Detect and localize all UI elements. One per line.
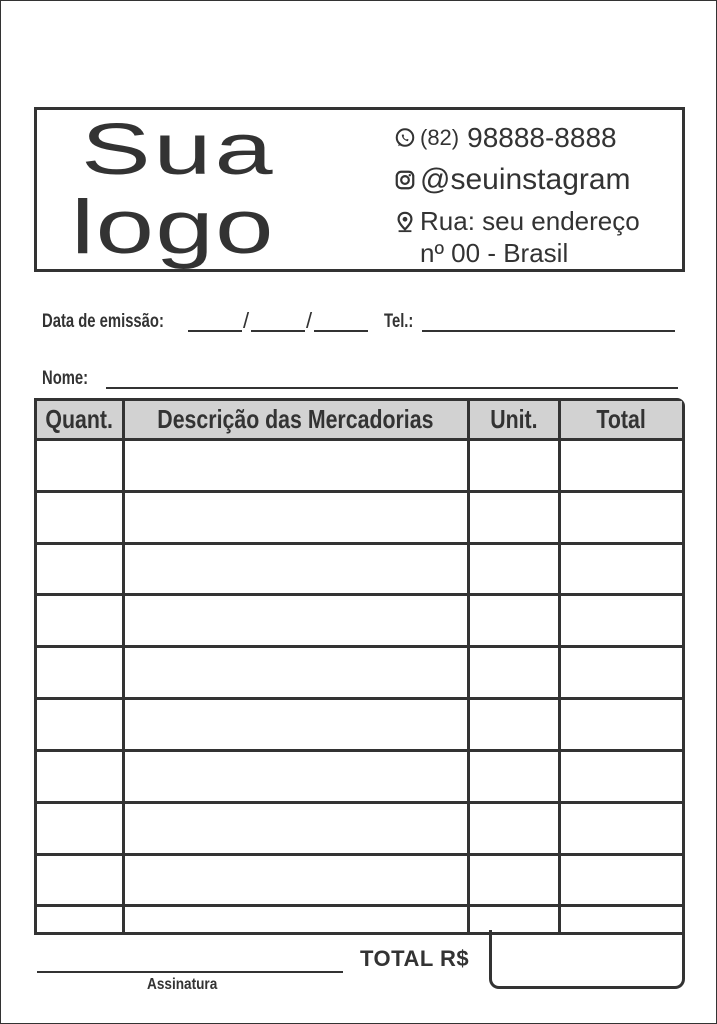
- contact-address: [394, 206, 640, 237]
- table-row: [37, 750, 682, 802]
- quantity-cell[interactable]: [37, 906, 123, 932]
- column-header-total: Total: [559, 401, 682, 440]
- quantity-cell[interactable]: [37, 595, 123, 647]
- total-cell[interactable]: [559, 647, 682, 699]
- tel-field[interactable]: [422, 330, 675, 332]
- unit-cell[interactable]: [468, 595, 559, 647]
- contact-instagram: [394, 163, 631, 197]
- unit-cell[interactable]: [468, 750, 559, 802]
- date-month-field[interactable]: [251, 330, 305, 332]
- tel-label: Tel.:: [384, 311, 414, 332]
- quantity-cell[interactable]: [37, 647, 123, 699]
- date-separator-2: /: [306, 308, 313, 333]
- instagram-icon: [394, 169, 416, 191]
- total-cell[interactable]: [559, 750, 682, 802]
- table-row: [37, 906, 682, 932]
- table-row: [37, 440, 682, 492]
- description-cell[interactable]: [123, 750, 468, 802]
- table-row: [37, 595, 682, 647]
- unit-cell[interactable]: [468, 802, 559, 854]
- table-row: [37, 647, 682, 699]
- logo-line-2: logo: [71, 185, 275, 270]
- table-header-row: [37, 401, 682, 440]
- description-cell[interactable]: [123, 699, 468, 751]
- date-separator-1: /: [243, 308, 250, 333]
- phone-number: 98888-8888: [467, 122, 617, 153]
- description-cell[interactable]: [123, 854, 468, 906]
- total-label: TOTAL R$: [360, 946, 470, 971]
- whatsapp-icon: [394, 127, 416, 149]
- logo-line-1: Sua: [81, 110, 276, 190]
- header-box: [34, 107, 685, 272]
- total-cell[interactable]: [559, 543, 682, 595]
- unit-cell[interactable]: [468, 699, 559, 751]
- table-row: [37, 802, 682, 854]
- signature-label: Assinatura: [147, 976, 218, 993]
- column-header-description: Descrição das Mercadorias: [123, 401, 468, 440]
- signature-line[interactable]: [37, 971, 343, 973]
- description-cell[interactable]: [123, 906, 468, 932]
- quantity-cell[interactable]: [37, 802, 123, 854]
- total-cell[interactable]: [559, 699, 682, 751]
- name-label: Nome:: [42, 368, 89, 389]
- table-row: [37, 854, 682, 906]
- contact-phone: [394, 122, 617, 154]
- quantity-cell[interactable]: [37, 699, 123, 751]
- total-cell[interactable]: [559, 491, 682, 543]
- quantity-cell[interactable]: [37, 854, 123, 906]
- location-pin-icon: [394, 211, 416, 233]
- quantity-cell[interactable]: [37, 750, 123, 802]
- unit-cell[interactable]: [468, 647, 559, 699]
- address-line-2: nº 00 - Brasil: [420, 238, 569, 268]
- unit-cell[interactable]: [468, 543, 559, 595]
- description-cell[interactable]: [123, 543, 468, 595]
- instagram-handle: @seuinstagram: [420, 163, 631, 196]
- total-cell[interactable]: [559, 802, 682, 854]
- date-day-field[interactable]: [188, 330, 242, 332]
- description-cell[interactable]: [123, 491, 468, 543]
- date-label: Data de emissão:: [42, 311, 164, 332]
- name-field[interactable]: [106, 387, 678, 389]
- table-row: [37, 491, 682, 543]
- items-table: [34, 398, 685, 935]
- description-cell[interactable]: [123, 802, 468, 854]
- unit-cell[interactable]: [468, 906, 559, 932]
- quantity-cell[interactable]: [37, 491, 123, 543]
- unit-cell[interactable]: [468, 491, 559, 543]
- total-cell[interactable]: [559, 595, 682, 647]
- quantity-cell[interactable]: [37, 543, 123, 595]
- total-cell[interactable]: [559, 906, 682, 932]
- quantity-cell[interactable]: [37, 440, 123, 492]
- unit-cell[interactable]: [468, 854, 559, 906]
- column-header-unit: Unit.: [468, 401, 559, 440]
- address-line-1: Rua: seu endereço: [420, 206, 640, 236]
- total-amount-box[interactable]: [489, 930, 685, 989]
- column-header-quantity: Quant.: [37, 401, 123, 440]
- unit-cell[interactable]: [468, 440, 559, 492]
- total-cell[interactable]: [559, 440, 682, 492]
- total-cell[interactable]: [559, 854, 682, 906]
- table-row: [37, 699, 682, 751]
- table-row: [37, 543, 682, 595]
- description-cell[interactable]: [123, 440, 468, 492]
- description-cell[interactable]: [123, 595, 468, 647]
- date-year-field[interactable]: [314, 330, 368, 332]
- description-cell[interactable]: [123, 647, 468, 699]
- phone-area-code: (82): [420, 125, 460, 150]
